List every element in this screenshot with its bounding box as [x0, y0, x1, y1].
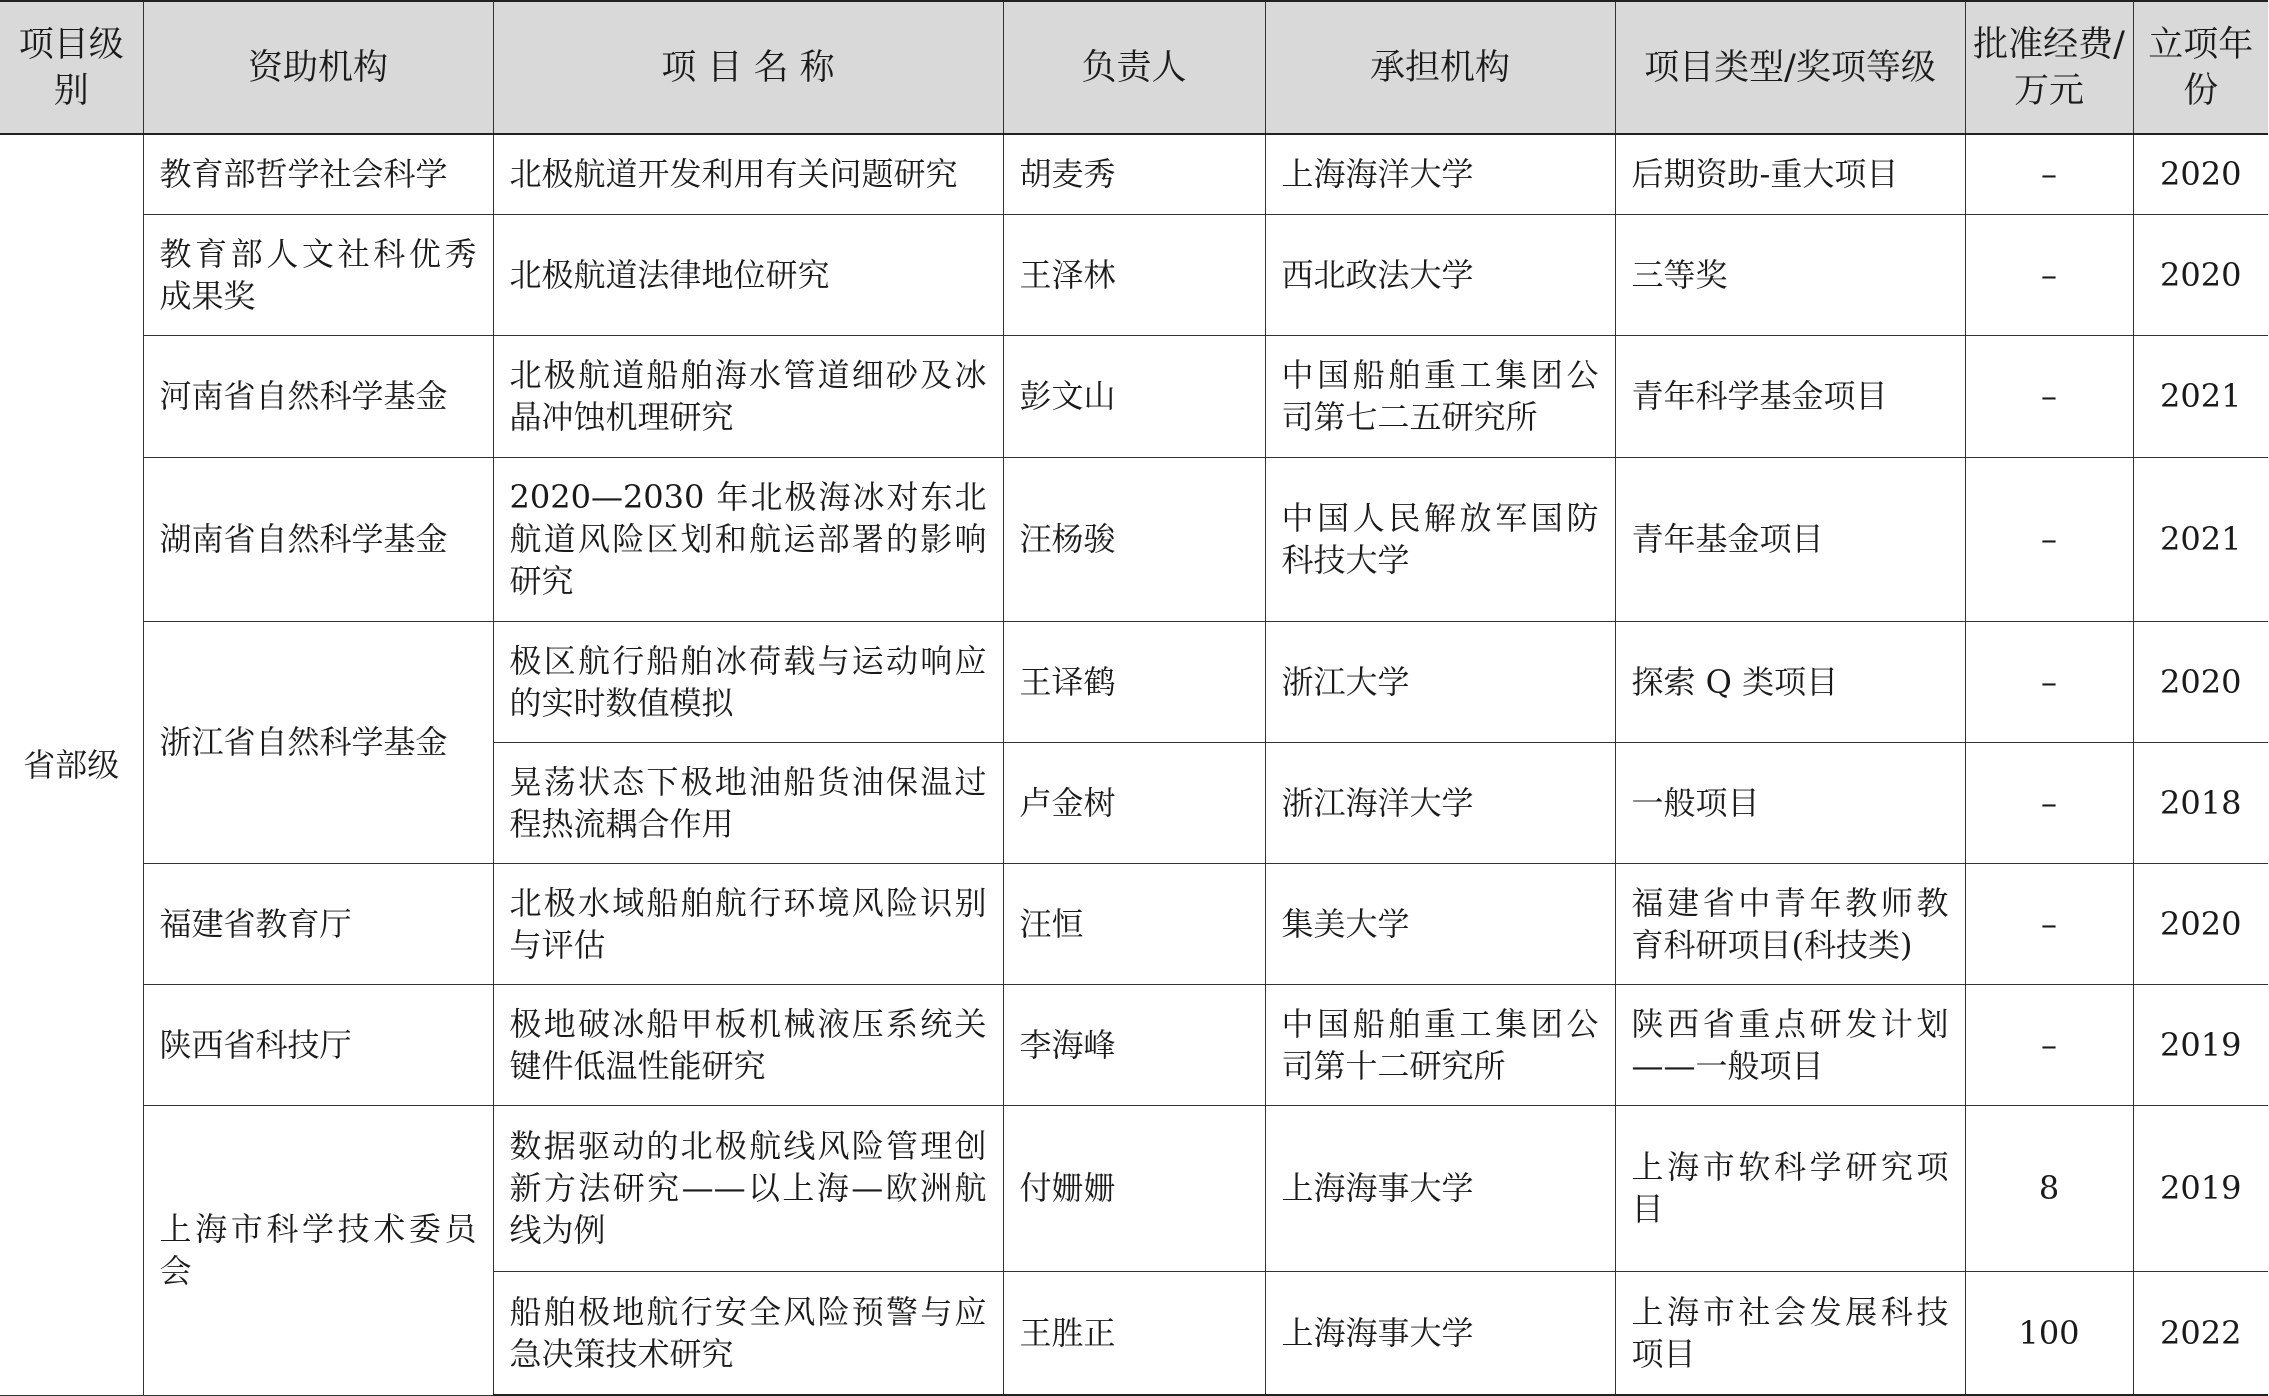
funding-cell: –	[1965, 742, 2133, 863]
institution-cell: 中国人民解放军国防科技大学	[1265, 457, 1615, 621]
table-row	[0, 457, 2268, 621]
funder-cell: 福建省教育厅	[143, 863, 493, 984]
funder-cell: 陕西省科技厅	[143, 984, 493, 1105]
year-cell: 2020	[2133, 863, 2268, 984]
project-name-cell: 晃荡状态下极地油船货油保温过程热流耦合作用	[493, 742, 1003, 863]
header-year: 立项年份	[2133, 1, 2268, 134]
type-cell: 上海市社会发展科技项目	[1615, 1271, 1965, 1395]
level-cell: 省部级	[0, 134, 143, 1395]
institution-cell: 上海海事大学	[1265, 1105, 1615, 1271]
year-cell: 2019	[2133, 984, 2268, 1105]
year-cell: 2020	[2133, 214, 2268, 335]
header-name: 项 目 名 称	[493, 1, 1003, 134]
funder-cell: 浙江省自然科学基金	[143, 621, 493, 863]
header-row	[0, 1, 2268, 134]
table-row	[0, 134, 2268, 214]
pi-cell: 卢金树	[1003, 742, 1265, 863]
funder-cell: 教育部哲学社会科学	[143, 134, 493, 214]
project-name-cell: 船舶极地航行安全风险预警与应急决策技术研究	[493, 1271, 1003, 1395]
institution-cell: 中国船舶重工集团公司第七二五研究所	[1265, 335, 1615, 457]
header-funder: 资助机构	[143, 1, 493, 134]
funder-cell: 湖南省自然科学基金	[143, 457, 493, 621]
pi-cell: 付姗姗	[1003, 1105, 1265, 1271]
table-row	[0, 335, 2268, 457]
funding-cell: –	[1965, 335, 2133, 457]
institution-cell: 浙江海洋大学	[1265, 742, 1615, 863]
pi-cell: 王胜正	[1003, 1271, 1265, 1395]
type-cell: 福建省中青年教师教育科研项目(科技类)	[1615, 863, 1965, 984]
pi-cell: 李海峰	[1003, 984, 1265, 1105]
funding-cell: –	[1965, 214, 2133, 335]
project-name-cell: 北极航道开发利用有关问题研究	[493, 134, 1003, 214]
table-row	[0, 214, 2268, 335]
header-level: 项目级别	[0, 1, 143, 134]
type-cell: 青年基金项目	[1615, 457, 1965, 621]
year-cell: 2020	[2133, 621, 2268, 742]
pi-cell: 王泽林	[1003, 214, 1265, 335]
header-pi: 负责人	[1003, 1, 1265, 134]
institution-cell: 集美大学	[1265, 863, 1615, 984]
table-row	[0, 984, 2268, 1105]
funder-cell: 教育部人文社科优秀成果奖	[143, 214, 493, 335]
institution-cell: 浙江大学	[1265, 621, 1615, 742]
funder-cell: 河南省自然科学基金	[143, 335, 493, 457]
year-cell: 2019	[2133, 1105, 2268, 1271]
type-cell: 后期资助-重大项目	[1615, 134, 1965, 214]
table-row	[0, 1105, 2268, 1271]
funding-cell: –	[1965, 134, 2133, 214]
pi-cell: 汪杨骏	[1003, 457, 1265, 621]
institution-cell: 西北政法大学	[1265, 214, 1615, 335]
pi-cell: 彭文山	[1003, 335, 1265, 457]
funding-cell: 8	[1965, 1105, 2133, 1271]
year-cell: 2022	[2133, 1271, 2268, 1395]
table-row	[0, 621, 2268, 742]
type-cell: 三等奖	[1615, 214, 1965, 335]
project-name-cell: 极区航行船舶冰荷载与运动响应的实时数值模拟	[493, 621, 1003, 742]
funding-cell: –	[1965, 457, 2133, 621]
type-cell: 陕西省重点研发计划——一般项目	[1615, 984, 1965, 1105]
institution-cell: 上海海事大学	[1265, 1271, 1615, 1395]
type-cell: 青年科学基金项目	[1615, 335, 1965, 457]
project-name-cell: 2020—2030 年北极海冰对东北航道风险区划和航运部署的影响研究	[493, 457, 1003, 621]
funding-cell: –	[1965, 621, 2133, 742]
year-cell: 2021	[2133, 335, 2268, 457]
type-cell: 探索 Q 类项目	[1615, 621, 1965, 742]
project-name-cell: 北极航道船舶海水管道细砂及冰晶冲蚀机理研究	[493, 335, 1003, 457]
pi-cell: 胡麦秀	[1003, 134, 1265, 214]
project-name-cell: 北极水域船舶航行环境风险识别与评估	[493, 863, 1003, 984]
funding-cell: –	[1965, 984, 2133, 1105]
institution-cell: 中国船舶重工集团公司第十二研究所	[1265, 984, 1615, 1105]
header-institution: 承担机构	[1265, 1, 1615, 134]
table-row	[0, 863, 2268, 984]
funder-cell: 上海市科学技术委员会	[143, 1105, 493, 1395]
type-cell: 上海市软科学研究项目	[1615, 1105, 1965, 1271]
funding-cell: 100	[1965, 1271, 2133, 1395]
funding-cell: –	[1965, 863, 2133, 984]
pi-cell: 王译鹤	[1003, 621, 1265, 742]
project-name-cell: 极地破冰船甲板机械液压系统关键件低温性能研究	[493, 984, 1003, 1105]
institution-cell: 上海海洋大学	[1265, 134, 1615, 214]
type-cell: 一般项目	[1615, 742, 1965, 863]
year-cell: 2018	[2133, 742, 2268, 863]
year-cell: 2020	[2133, 134, 2268, 214]
header-type: 项目类型/奖项等级	[1615, 1, 1965, 134]
header-funding: 批准经费/万元	[1965, 1, 2133, 134]
project-name-cell: 北极航道法律地位研究	[493, 214, 1003, 335]
year-cell: 2021	[2133, 457, 2268, 621]
project-name-cell: 数据驱动的北极航线风险管理创新方法研究——以上海—欧洲航线为例	[493, 1105, 1003, 1271]
pi-cell: 汪恒	[1003, 863, 1265, 984]
